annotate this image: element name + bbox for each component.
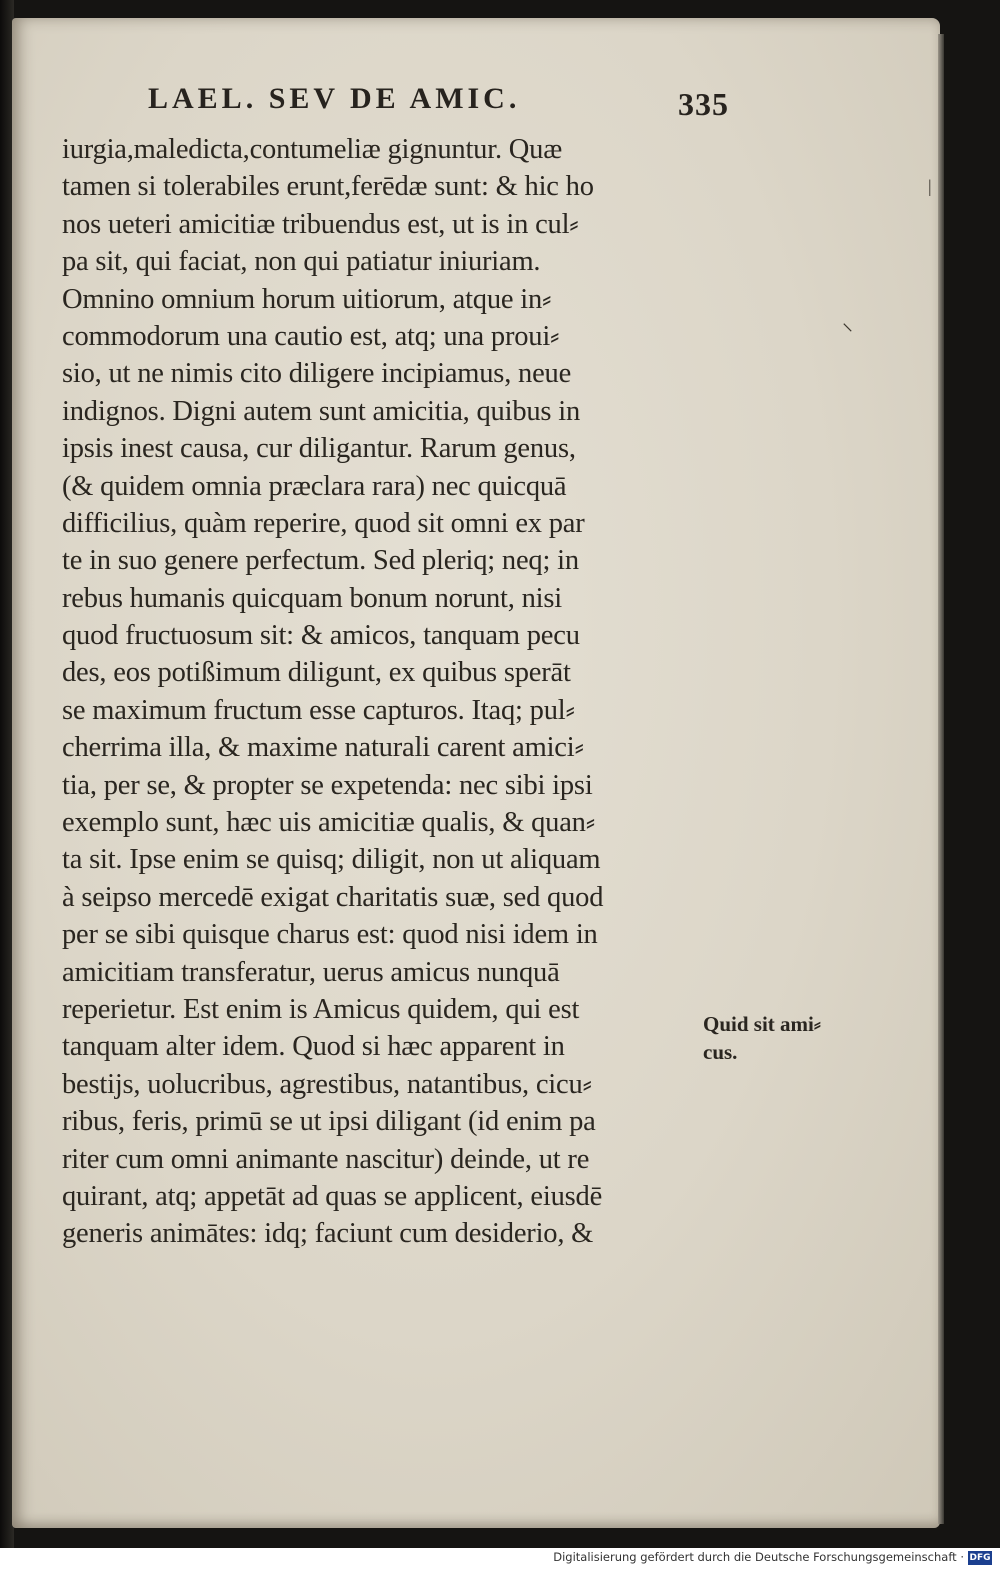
page-edge xyxy=(938,34,944,1524)
text-line: iurgia,maledicta,contumeliæ gignuntur. Quæ xyxy=(62,134,563,165)
text-line: bestijs, uolucribus, agrestibus, natantibus, cicu⸗ xyxy=(62,1068,592,1100)
text-line: amicitiam transferatur, uerus amicus nunquā xyxy=(62,956,560,988)
dfg-logo: DFG xyxy=(969,1553,991,1563)
text-line: difficilius, quàm reperire, quod sit omni ex par xyxy=(62,507,585,539)
running-head: LAEL. SEV DE AMIC. xyxy=(148,82,521,115)
page-number: 335 xyxy=(678,86,729,122)
text-line: Omnino omnium horum uitiorum, atque in⸗ xyxy=(62,283,552,315)
text-line: ta sit. Ipse enim se quisq; diligit, non ut aliquam xyxy=(62,844,601,876)
text-line: tanquam alter idem. Quod si hæc apparent in xyxy=(62,1031,565,1063)
text-line: pa sit, qui faciat, non qui patiatur iniuriam. xyxy=(62,246,541,278)
text-line: sio, ut ne nimis cito diligere incipiamus, neue xyxy=(62,358,572,390)
marginal-note-line-1: Quid sit ami⸗ xyxy=(703,1012,821,1036)
text-line: indignos. Digni autem sunt amicitia, quibus in xyxy=(62,395,581,427)
text-line: ipsis inest causa, cur diligantur. Rarum genus, xyxy=(62,433,576,465)
digitization-credit: Digitalisierung gefördert durch die Deutsche Forschungsgemeinschaft · xyxy=(553,1550,964,1564)
text-line: quirant, atq; appetāt ad quas se applicent, eiusdē xyxy=(62,1180,603,1212)
text-line: per se sibi quisque charus est: quod nisi idem in xyxy=(62,919,598,951)
marginal-note-line-2: cus. xyxy=(703,1040,738,1064)
text-line: à seipso mercedē exigat charitatis suæ, sed quod xyxy=(62,881,604,913)
text-line: tia, per se, & propter se expetenda: nec sibi ipsi xyxy=(62,769,593,801)
ink-speck-mark: ⸌ xyxy=(842,319,854,344)
text-line: tamen si tolerabiles erunt,ferēdæ sunt: & hic ho xyxy=(62,171,594,203)
text-line: te in suo genere perfectum. Sed pleriq; neq; in xyxy=(62,545,579,577)
body-text xyxy=(62,131,702,1253)
text-line: commodorum una cautio est, atq; una proui⸗ xyxy=(62,320,560,352)
ink-speck-mark: | xyxy=(928,176,932,196)
text-line: nos ueteri amicitiæ tribuendus est, ut is in cul⸗ xyxy=(62,208,579,240)
marginal-note xyxy=(703,1010,821,1066)
text-line: quod fructuosum sit: & amicos, tanquam pecu xyxy=(62,620,580,652)
text-line: reperietur. Est enim is Amicus quidem, qui est xyxy=(62,993,580,1025)
text-line: cherrima illa, & maxime naturali carent amici⸗ xyxy=(62,732,584,764)
text-line: se maximum fructum esse capturos. Itaq; pul⸗ xyxy=(62,694,575,726)
text-line: riter cum omni animante nascitur) deinde, ut re xyxy=(62,1143,590,1175)
text-line: ribus, feris, primū se ut ipsi diligant (id enim pa xyxy=(62,1106,596,1138)
text-line: des, eos potißimum diligunt, ex quibus sperāt xyxy=(62,657,571,689)
text-line: (& quidem omnia præclara rara) nec quicquā xyxy=(62,470,567,502)
text-line: generis animātes: idq; faciunt cum desiderio, & xyxy=(62,1218,594,1250)
text-line: exemplo sunt, hæc uis amicitiæ qualis, & quan⸗ xyxy=(62,807,596,839)
text-line: rebus humanis quicquam bonum norunt, nisi xyxy=(62,582,562,614)
